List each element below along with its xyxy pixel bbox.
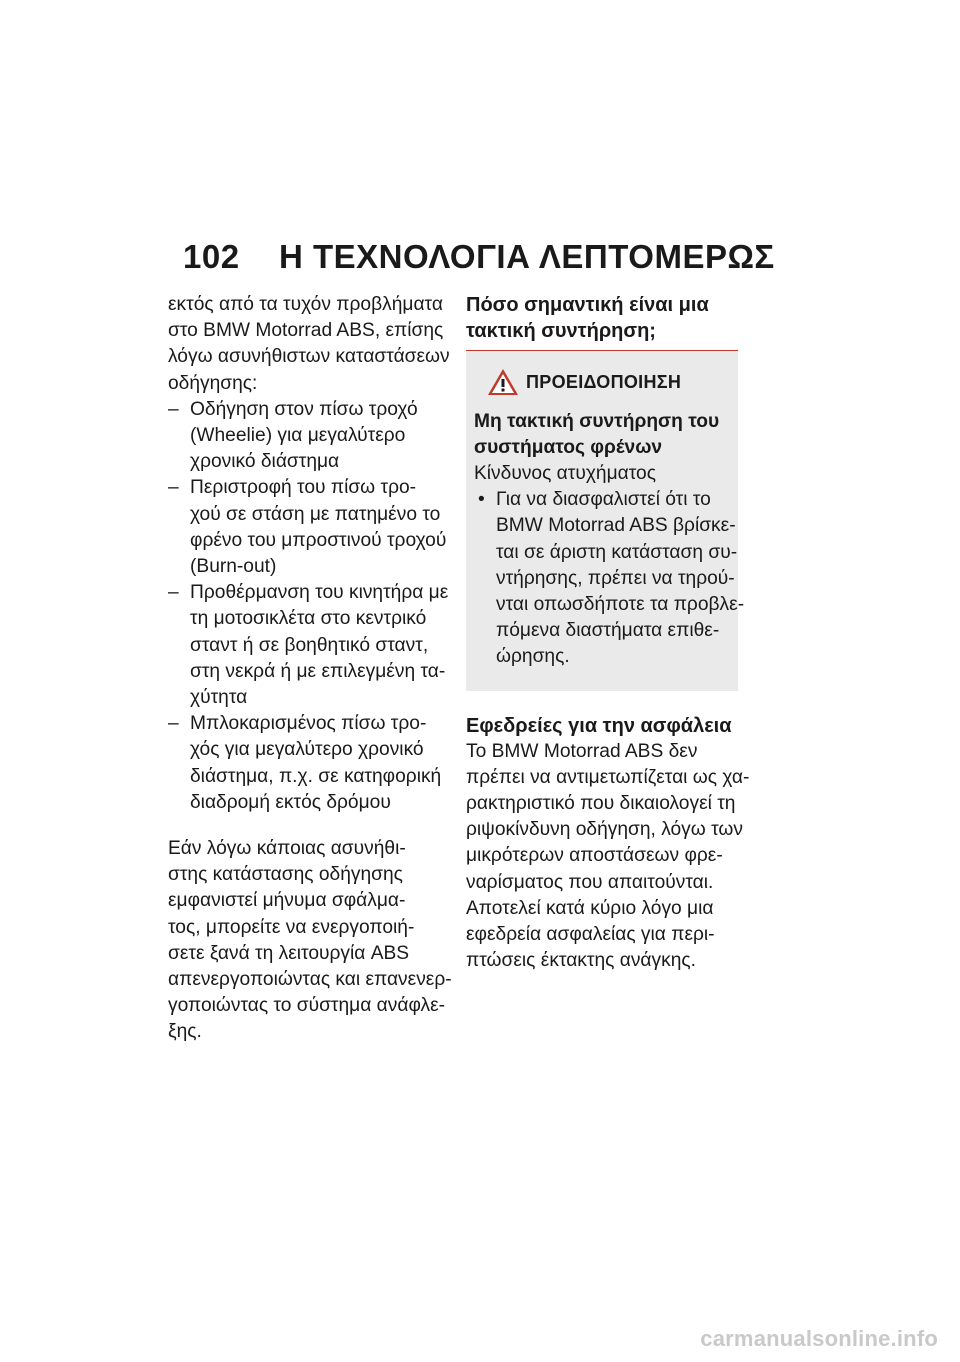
warning-box <box>466 351 745 691</box>
list-item: – Προθέρμανση του κινητήρα με τη μοτοσικλέτα στο κεντρικό σταντ ή σε βοηθητικό σταντ, στη νεκρά ή με επιλεγμένη τα- χύτητα <box>168 582 449 709</box>
closing-paragraph: Εάν λόγω κάποιας ασυνήθι- στης κατάστασης οδήγησης εμφανιστεί μήνυμα σφάλμα- τος, μπορείτε να ενεργοποιή- σετε ξανά τη λειτουργία ABS απενεργοποιώντας και επανενερ- γοποιώντας το σύστημα ανάφλε- ξης. <box>168 838 452 1043</box>
warning-heading: Μη τακτική συντήρηση του συστήματος φρένων <box>474 411 720 458</box>
left-column <box>168 292 458 1046</box>
list-item: – Μπλοκαρισμένος πίσω τρο- χός για μεγαλύτερο χρονικό διάστημα, π.χ. σε κατηφορική διαδρομή εκτός δρόμου <box>168 713 442 813</box>
page-number: 102 <box>183 238 240 275</box>
safety-paragraph: Το BMW Motorrad ABS δεν πρέπει να αντιμετωπίζεται ως χα- ρακτηριστικό που δικαιολογεί τη ριψοκίνδυνη οδήγηση, λόγω των μικρότερων αποστάσεων φρε- ναρίσματος που απαιτούνται. Αποτελεί κατά κύριο λόγο μια εφεδρεία ασφαλείας για περι- πτώσεις έκτακτης ανάγκης. <box>466 740 750 972</box>
intro-paragraph: εκτός από τα τυχόν προβλήματα στο BMW Motorrad ABS, επίσης λόγω ασυνήθιστων καταστάσεων οδήγησης: <box>168 294 450 394</box>
section-safety-reserves <box>466 713 750 975</box>
warning-triangle-icon <box>486 367 520 397</box>
warning-title <box>474 367 730 401</box>
dash-mark: – <box>168 713 179 735</box>
warning-label: ΠΡΟΕΙΔΟΠΟΙΗΣΗ <box>526 372 682 392</box>
chapter-title: Η ΤΕΧΝΟΛΟΓΙΑ ΛΕΠΤΟΜΕΡΩΣ <box>279 238 775 275</box>
watermark: carmanualsonline.info <box>700 1326 938 1351</box>
bullet-mark: • <box>478 489 485 511</box>
right-column <box>466 292 750 974</box>
section-title-safety: Εφεδρείες για την ασφάλεια <box>466 714 732 737</box>
section-title-maintenance: Πόσο σημαντική είναι μια τακτική συντήρηση; <box>466 294 709 342</box>
warning-risk: Κίνδυνος ατυχήματος <box>474 463 656 484</box>
dash-mark: – <box>168 477 179 499</box>
paragraph-gap <box>168 816 458 836</box>
warning-bullet: • Για να διασφαλιστεί ότι το BMW Motorrad ABS βρίσκε- ται σε άριστη κατάσταση συ- ντήρησης, πρέπει να τηρού- νται οπωσδήποτε τα προβλε- πόμενα διαστήματα επιθε- ώρησης. <box>478 489 745 668</box>
dash-mark: – <box>168 398 179 420</box>
list-item: – Περιστροφή του πίσω τρο- χού σε στάση με πατημένο το φρένο του μπροστινού τροχού (Burn-out) <box>168 477 447 578</box>
dash-mark: – <box>168 582 179 604</box>
list-item: – Οδήγηση στον πίσω τροχό (Wheelie) για μεγαλύτερο χρονικό διάστημα <box>168 398 418 473</box>
page-header <box>180 238 780 288</box>
